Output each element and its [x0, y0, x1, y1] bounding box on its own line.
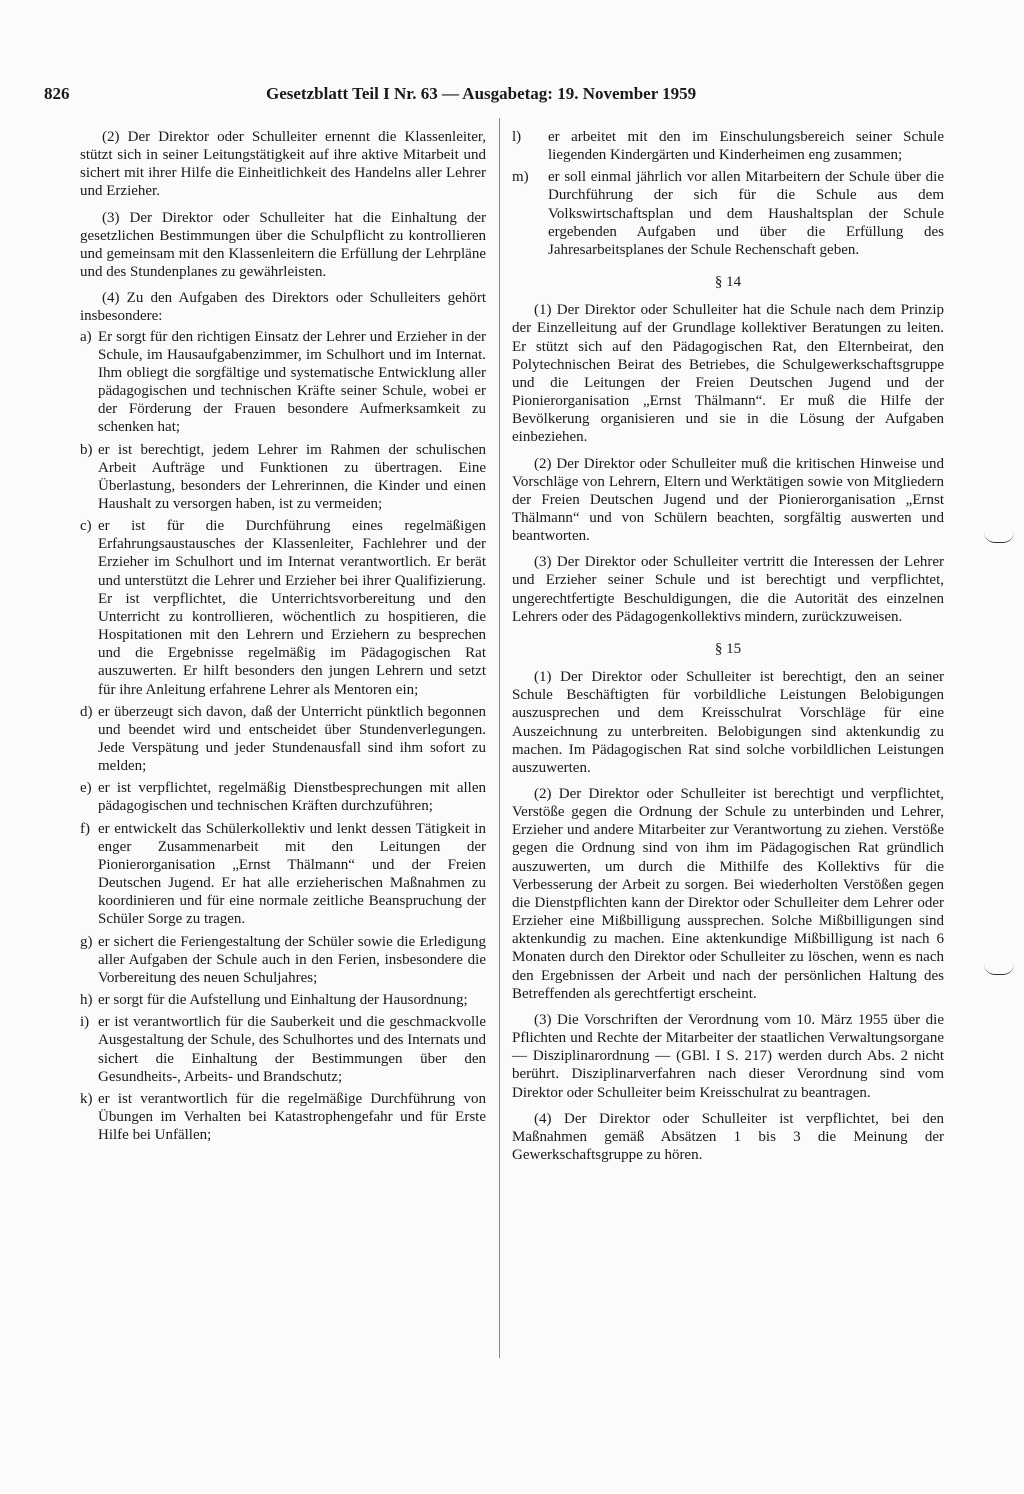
list-item-k — [80, 1090, 486, 1144]
item-marker: k) — [80, 1090, 93, 1107]
item-text: er arbeitet mit den im Einschulungsbereich seiner Schule liegenden Kindergärten und Kinderheimen eng zusammen; — [548, 129, 944, 164]
item-text: er entwickelt das Schülerkollektiv und lenkt dessen Tätigkeit in enger Zusammenarbeit mit den Leitungen der Pionierorganisation „Ernst Thälmann“ und der Freien Deutschen Jugend. Er hat alle erzieherischen Maßnahmen zu koordinieren und für eine normale zeitliche Beanspruchung der Schüler Sorge zu tragen. — [98, 820, 486, 928]
item-marker: l) — [512, 129, 522, 145]
item-marker: a) — [80, 328, 92, 345]
item-marker: h) — [80, 992, 93, 1009]
item-marker: i) — [80, 1014, 90, 1031]
left-column — [80, 128, 486, 1148]
item-text: er ist für die Durchführung eines regelmäßigen Erfahrungsaustausches der Klassenleiter, Fachlehrer und der Erzieher im Schulhort und im Internat verantwortlich. Er berät und unterstützt die Lehrer und Erzieher bei ihrer Qualifizierung. Er ist verpflichtet, die Unterrichtsvorbereitung und den Unterricht zu kontrollieren, wöchentlich zu hospitieren, die Hospitationen mit den Lehrern und Erziehern zu besprechen und die Ergebnisse regelmäßig im Pädagogischen Rat auszuwerten. Er hilft besonders den jungen Lehrern und setzt für ihre Anleitung erfahrene Lehrer als Mentoren ein; — [98, 518, 486, 698]
item-marker: d) — [80, 703, 93, 720]
s15-paragraph-2: (2) Der Direktor oder Schulleiter ist berechtigt und verpflichtet, Verstöße gegen die Ordnung der Schule zu unterbinden und Lehrer, Erzieher und andere Mitarbeiter zur Verantwortung zu ziehen. Verstöße gegen die Ordnung sind von ihm im Pädagogischen Rat gründlich auszuwerten, um durch die Mithilfe des Kollektivs für die Verbesserung der Arbeit zu sorgen. Bei wiederholten Verstößen gegen die Dienstpflichten kann der Direktor oder Schulleiter dem Lehrer oder Erzieher eine Mißbilligung aussprechen. Solche Mißbilligungen sind aktenkundig zu machen. Eine aktenkundige Mißbilligung ist nach 6 Monaten durch den Direktor oder Schulleiter zu löschen, wenn es nach den Ergebnissen der Arbeit und nach der persönlichen Haltung des Betreffenden als gerechtfertigt erscheint. — [512, 786, 944, 1002]
item-marker: e) — [80, 780, 92, 797]
list-item-b — [80, 441, 486, 514]
item-marker: f) — [80, 820, 90, 837]
paragraph-4: (4) Zu den Aufgaben des Direktors oder Schulleiters gehört insbesondere: — [80, 290, 486, 325]
list-item-l — [512, 128, 944, 164]
section-14-heading: § 14 — [714, 274, 742, 291]
list-item-c — [80, 517, 486, 699]
section-15-heading: § 15 — [714, 640, 742, 657]
list-item-f — [80, 820, 486, 929]
item-marker: m) — [512, 169, 529, 186]
item-marker: g) — [80, 933, 93, 950]
item-text: er ist verantwortlich für die Sauberkeit und die geschmackvolle Ausgestaltung der Schule, des Schulhortes und des Internats und sichert die Einhaltung der Bestimmungen über den Gesundheits-, Arbeits- und Brandschutz; — [98, 1014, 486, 1085]
list-item-d — [80, 703, 486, 776]
paragraph-3: (3) Der Direktor oder Schulleiter hat die Einhaltung der gesetzlichen Bestimmungen über die Schulpflicht zu kontrollieren und gemeinsam mit den Klassenleitern die Erfüllung der Lehrpläne und des Stundenplanes zu gewährleisten. — [80, 209, 486, 281]
margin-mark — [984, 532, 1014, 543]
list-item-h — [80, 991, 486, 1009]
list-item-e — [80, 779, 486, 815]
list-item-a — [80, 328, 486, 437]
item-marker: b) — [80, 441, 93, 458]
list-item-g — [80, 933, 486, 987]
item-text: er ist berechtigt, jedem Lehrer im Rahmen der schulischen Arbeit Aufträge und Funktionen zu übertragen. Eine Überlastung, besonders der Lehrerinnen, die Kinder und einen Haushalt zu versorgen haben, ist zu vermeiden; — [98, 441, 486, 512]
paragraph-2: (2) Der Direktor oder Schulleiter ernennt die Klassenleiter, stützt sich in seiner Leitungstätigkeit auf ihre aktive Mitarbeit und sichert mit ihrer Hilfe die Einheitlichkeit des Handelns aller Lehrer und Erzieher. — [80, 129, 486, 200]
item-text: er soll einmal jährlich vor allen Mitarbeitern der Schule über die Durchführung der sich für die Schule aus dem Volkswirtschaftsplan und dem Haushaltsplan der Schule ergebenden Aufgaben und über die Erfüllung des Jahresarbeitsplanes der Schule Rechenschaft geben. — [548, 169, 944, 258]
s14-paragraph-1: (1) Der Direktor oder Schulleiter hat die Schule nach dem Prinzip der Einzelleitung auf der Grundlage kollektiver Beratungen zu leiten. Er stützt sich auf den Pädagogischen Rat, den Elternbeirat, den Polytechnischen Beirat des Betriebes, die Schulgewerkschaftsgruppe und die Leitungen der Freien Deutschen Jugend und der Pionierorganisation „Ernst Thälmann“. Er muß die Hilfe der Bevölkerung organisieren und sie in die Lösung der Aufgaben einbeziehen. — [512, 302, 944, 446]
item-text: er ist verpflichtet, regelmäßig Dienstbesprechungen mit allen pädagogischen und technischen Kräften durchzuführen; — [98, 780, 486, 815]
item-marker: c) — [80, 518, 92, 535]
item-text: er überzeugt sich davon, daß der Unterricht pünktlich begonnen und beendet wird und entscheidet über Stundenverlegungen. Jede Verspätung und jeder Stundenausfall sind ihm sofort zu melden; — [98, 703, 486, 775]
page-number: 826 — [44, 84, 70, 103]
list-item-i — [80, 1013, 486, 1086]
s15-paragraph-3: (3) Die Vorschriften der Verordnung vom 10. März 1955 über die Pflichten und Rechte der Mitarbeiter der staatlichen Verwaltungsorgane — Disziplinarordnung — (GBl. I S. 217) werden durch Abs. 2 nicht berührt. Disziplinarverfahren nach dieser Verordnung sind vom Direktor oder Schulleiter beim Kreisschulrat zu beantragen. — [512, 1011, 944, 1101]
column-divider — [499, 118, 500, 1358]
list-item-m — [512, 168, 944, 259]
item-text: er ist verantwortlich für die regelmäßige Durchführung von Übungen im Verhalten bei Katastrophengefahr und für Erste Hilfe bei Unfällen; — [98, 1090, 486, 1144]
s14-paragraph-2: (2) Der Direktor oder Schulleiter muß die kritischen Hinweise und Vorschläge von Lehrern, Eltern und Werktätigen sowie von Mitgliedern der Freien Deutschen Jugend und der Pionierorganisation „Ernst Thälmann“ und von Schülern beachten, sorgfältig auswerten und beantworten. — [512, 455, 944, 545]
margin-mark — [984, 964, 1014, 975]
item-text: Er sorgt für den richtigen Einsatz der Lehrer und Erzieher in der Schule, im Hausaufgabenzimmer, im Schulhort und im Internat. Ihm obliegt die sorgfältige und systematische Entwicklung aller pädagogischen und technischen Kräfte seiner Schule, wobei er der Förderung der Frauen besondere Aufmerksamkeit zu schenken hat; — [98, 328, 486, 436]
right-column — [512, 128, 944, 1172]
s15-paragraph-1: (1) Der Direktor oder Schulleiter ist berechtigt, den an seiner Schule Beschäftigten für vorbildliche Leistungen Belobigungen auszusprechen und dem Kreisschulrat Vorschläge für eine Auszeichnung zu unterbreiten. Belobigungen sind aktenkundig zu machen. Im Pädagogischen Rat sind solche vorbildlichen Leistungen auszuwerten. — [512, 669, 944, 776]
item-text: er sichert die Feriengestaltung der Schüler sowie die Erledigung aller Aufgaben der Schule auch in den Ferien, insbesondere die Vorbereitung des neuen Schuljahres; — [98, 933, 486, 986]
page-header — [44, 84, 776, 108]
s15-paragraph-4: (4) Der Direktor oder Schulleiter ist verpflichtet, bei den Maßnahmen gemäß Absätzen 1 bis 3 die Meinung der Gewerkschaftsgruppe zu hören. — [512, 1110, 944, 1163]
s14-paragraph-3: (3) Der Direktor oder Schulleiter vertritt die Interessen der Lehrer und Erzieher seiner Schule und ist berechtigt und verpflichtet, ungerechtfertigte Beschuldigungen, die die Autorität des einzelnen Lehrers oder des Pädagogenkollektivs mindern, zurückzuweisen. — [512, 554, 944, 625]
header-title: Gesetzblatt Teil I Nr. 63 — Ausgabetag: 19. November 1959 — [266, 84, 697, 103]
item-text: er sorgt für die Aufstellung und Einhaltung der Hausordnung; — [98, 992, 468, 1009]
